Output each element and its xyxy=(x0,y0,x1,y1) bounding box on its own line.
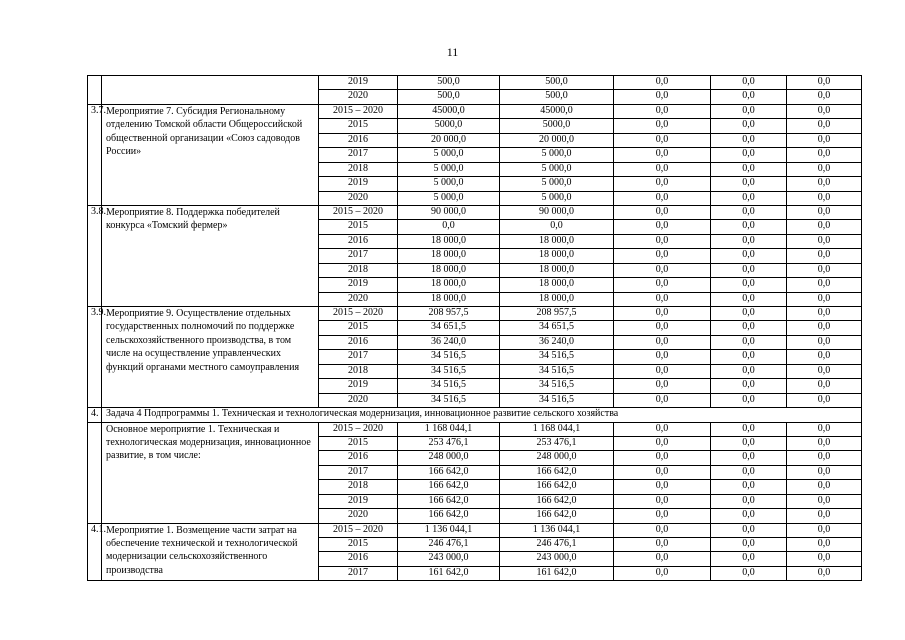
amount-cell: 5 000,0 xyxy=(500,148,614,162)
amount-cell: 0,0 xyxy=(614,292,711,306)
amount-cell: 0,0 xyxy=(787,263,862,277)
amount-cell: 0,0 xyxy=(614,509,711,523)
year-cell: 2019 xyxy=(319,76,398,90)
amount-cell: 243 000,0 xyxy=(500,552,614,566)
year-cell: 2019 xyxy=(319,494,398,508)
amount-cell: 0,0 xyxy=(787,234,862,248)
item-number xyxy=(88,422,102,523)
amount-cell: 208 957,5 xyxy=(500,307,614,321)
amount-cell: 18 000,0 xyxy=(500,263,614,277)
amount-cell: 0,0 xyxy=(787,148,862,162)
task-row xyxy=(88,408,862,422)
amount-cell: 0,0 xyxy=(614,133,711,147)
amount-cell: 0,0 xyxy=(614,119,711,133)
amount-cell: 5 000,0 xyxy=(500,191,614,205)
amount-cell: 5 000,0 xyxy=(500,177,614,191)
amount-cell: 0,0 xyxy=(614,263,711,277)
amount-cell: 90 000,0 xyxy=(500,205,614,219)
amount-cell: 45000,0 xyxy=(398,104,500,118)
amount-cell: 18 000,0 xyxy=(398,263,500,277)
table-row xyxy=(88,523,862,537)
amount-cell: 0,0 xyxy=(711,162,787,176)
amount-cell: 0,0 xyxy=(614,90,711,104)
year-cell: 2015 xyxy=(319,321,398,335)
amount-cell: 0,0 xyxy=(711,494,787,508)
amount-cell: 166 642,0 xyxy=(500,509,614,523)
amount-cell: 0,0 xyxy=(614,552,711,566)
year-cell: 2015 – 2020 xyxy=(319,104,398,118)
item-number xyxy=(88,76,102,105)
amount-cell: 0,0 xyxy=(614,350,711,364)
amount-cell: 166 642,0 xyxy=(500,494,614,508)
amount-cell: 0,0 xyxy=(614,148,711,162)
amount-cell: 0,0 xyxy=(614,104,711,118)
amount-cell: 166 642,0 xyxy=(398,509,500,523)
year-cell: 2016 xyxy=(319,552,398,566)
year-cell: 2018 xyxy=(319,263,398,277)
amount-cell: 5 000,0 xyxy=(398,162,500,176)
year-cell: 2017 xyxy=(319,350,398,364)
amount-cell: 500,0 xyxy=(500,90,614,104)
amount-cell: 0,0 xyxy=(614,538,711,552)
year-cell: 2016 xyxy=(319,451,398,465)
amount-cell: 5 000,0 xyxy=(500,162,614,176)
amount-cell: 0,0 xyxy=(614,335,711,349)
amount-cell: 253 476,1 xyxy=(398,436,500,450)
amount-cell: 0,0 xyxy=(711,364,787,378)
table-row xyxy=(88,76,862,90)
amount-cell: 0,0 xyxy=(711,538,787,552)
year-cell: 2015 xyxy=(319,119,398,133)
amount-cell: 0,0 xyxy=(711,263,787,277)
amount-cell: 161 642,0 xyxy=(398,566,500,580)
amount-cell: 0,0 xyxy=(787,90,862,104)
amount-cell: 0,0 xyxy=(787,465,862,479)
amount-cell: 34 651,5 xyxy=(398,321,500,335)
amount-cell: 0,0 xyxy=(787,379,862,393)
amount-cell: 5 000,0 xyxy=(398,148,500,162)
item-description: Мероприятие 8. Поддержка победителей конкурса «Томский фермер» xyxy=(102,205,319,306)
amount-cell: 0,0 xyxy=(614,205,711,219)
amount-cell: 243 000,0 xyxy=(398,552,500,566)
amount-cell: 20 000,0 xyxy=(500,133,614,147)
amount-cell: 0,0 xyxy=(711,335,787,349)
amount-cell: 246 476,1 xyxy=(398,538,500,552)
item-description xyxy=(102,76,319,105)
amount-cell: 0,0 xyxy=(787,76,862,90)
amount-cell: 0,0 xyxy=(614,566,711,580)
amount-cell: 0,0 xyxy=(711,249,787,263)
amount-cell: 0,0 xyxy=(787,205,862,219)
amount-cell: 500,0 xyxy=(398,76,500,90)
amount-cell: 0,0 xyxy=(711,104,787,118)
amount-cell: 0,0 xyxy=(787,566,862,580)
amount-cell: 0,0 xyxy=(787,249,862,263)
year-cell: 2015 – 2020 xyxy=(319,422,398,436)
amount-cell: 18 000,0 xyxy=(500,249,614,263)
amount-cell: 0,0 xyxy=(711,465,787,479)
amount-cell: 500,0 xyxy=(398,90,500,104)
amount-cell: 18 000,0 xyxy=(500,278,614,292)
amount-cell: 0,0 xyxy=(614,321,711,335)
amount-cell: 0,0 xyxy=(614,422,711,436)
amount-cell: 166 642,0 xyxy=(398,480,500,494)
amount-cell: 0,0 xyxy=(711,119,787,133)
year-cell: 2020 xyxy=(319,90,398,104)
amount-cell: 0,0 xyxy=(711,451,787,465)
year-cell: 2017 xyxy=(319,249,398,263)
year-cell: 2019 xyxy=(319,379,398,393)
amount-cell: 0,0 xyxy=(711,321,787,335)
amount-cell: 0,0 xyxy=(787,364,862,378)
amount-cell: 20 000,0 xyxy=(398,133,500,147)
year-cell: 2018 xyxy=(319,364,398,378)
year-cell: 2018 xyxy=(319,162,398,176)
amount-cell: 5000,0 xyxy=(500,119,614,133)
amount-cell: 0,0 xyxy=(711,393,787,407)
amount-cell: 0,0 xyxy=(614,191,711,205)
amount-cell: 36 240,0 xyxy=(398,335,500,349)
amount-cell: 0,0 xyxy=(787,177,862,191)
amount-cell: 0,0 xyxy=(614,249,711,263)
amount-cell: 34 516,5 xyxy=(398,364,500,378)
table-row xyxy=(88,307,862,321)
amount-cell: 0,0 xyxy=(711,292,787,306)
amount-cell: 0,0 xyxy=(787,451,862,465)
amount-cell: 34 516,5 xyxy=(398,393,500,407)
amount-cell: 1 168 044,1 xyxy=(500,422,614,436)
year-cell: 2018 xyxy=(319,480,398,494)
amount-cell: 36 240,0 xyxy=(500,335,614,349)
amount-cell: 0,0 xyxy=(614,162,711,176)
amount-cell: 0,0 xyxy=(787,523,862,537)
amount-cell: 208 957,5 xyxy=(398,307,500,321)
amount-cell: 0,0 xyxy=(787,335,862,349)
amount-cell: 253 476,1 xyxy=(500,436,614,450)
amount-cell: 0,0 xyxy=(787,321,862,335)
amount-cell: 90 000,0 xyxy=(398,205,500,219)
year-cell: 2015 – 2020 xyxy=(319,205,398,219)
amount-cell: 0,0 xyxy=(787,350,862,364)
amount-cell: 1 168 044,1 xyxy=(398,422,500,436)
year-cell: 2015 – 2020 xyxy=(319,307,398,321)
amount-cell: 0,0 xyxy=(711,480,787,494)
amount-cell: 0,0 xyxy=(787,278,862,292)
amount-cell: 0,0 xyxy=(614,278,711,292)
table-row xyxy=(88,422,862,436)
budget-table xyxy=(87,75,862,581)
amount-cell: 0,0 xyxy=(711,436,787,450)
amount-cell: 0,0 xyxy=(787,422,862,436)
year-cell: 2017 xyxy=(319,148,398,162)
amount-cell: 0,0 xyxy=(711,177,787,191)
amount-cell: 0,0 xyxy=(614,76,711,90)
table-row xyxy=(88,104,862,118)
amount-cell: 0,0 xyxy=(614,436,711,450)
amount-cell: 0,0 xyxy=(711,191,787,205)
amount-cell: 500,0 xyxy=(500,76,614,90)
amount-cell: 0,0 xyxy=(711,133,787,147)
year-cell: 2015 xyxy=(319,436,398,450)
year-cell: 2015 xyxy=(319,220,398,234)
year-cell: 2020 xyxy=(319,292,398,306)
year-cell: 2020 xyxy=(319,191,398,205)
amount-cell: 248 000,0 xyxy=(398,451,500,465)
year-cell: 2020 xyxy=(319,393,398,407)
amount-cell: 0,0 xyxy=(711,90,787,104)
amount-cell: 0,0 xyxy=(711,220,787,234)
amount-cell: 0,0 xyxy=(614,177,711,191)
amount-cell: 5 000,0 xyxy=(398,191,500,205)
amount-cell: 0,0 xyxy=(787,509,862,523)
page-number: 11 xyxy=(446,45,459,59)
amount-cell: 18 000,0 xyxy=(398,249,500,263)
year-cell: 2015 – 2020 xyxy=(319,523,398,537)
amount-cell: 0,0 xyxy=(711,566,787,580)
amount-cell: 0,0 xyxy=(711,76,787,90)
amount-cell: 0,0 xyxy=(711,552,787,566)
amount-cell: 34 651,5 xyxy=(500,321,614,335)
amount-cell: 0,0 xyxy=(500,220,614,234)
amount-cell: 45000,0 xyxy=(500,104,614,118)
amount-cell: 0,0 xyxy=(711,379,787,393)
amount-cell: 161 642,0 xyxy=(500,566,614,580)
amount-cell: 0,0 xyxy=(787,104,862,118)
amount-cell: 0,0 xyxy=(614,480,711,494)
amount-cell: 246 476,1 xyxy=(500,538,614,552)
amount-cell: 0,0 xyxy=(711,307,787,321)
amount-cell: 0,0 xyxy=(787,480,862,494)
item-number: 3.7. xyxy=(88,104,102,205)
amount-cell: 0,0 xyxy=(787,393,862,407)
amount-cell: 34 516,5 xyxy=(398,379,500,393)
year-cell: 2017 xyxy=(319,566,398,580)
amount-cell: 0,0 xyxy=(711,422,787,436)
amount-cell: 248 000,0 xyxy=(500,451,614,465)
amount-cell: 0,0 xyxy=(787,133,862,147)
amount-cell: 0,0 xyxy=(614,364,711,378)
table-row xyxy=(88,205,862,219)
amount-cell: 34 516,5 xyxy=(500,350,614,364)
amount-cell: 0,0 xyxy=(614,379,711,393)
item-number: 4.1. xyxy=(88,523,102,581)
amount-cell: 0,0 xyxy=(614,307,711,321)
amount-cell: 34 516,5 xyxy=(500,364,614,378)
amount-cell: 0,0 xyxy=(614,393,711,407)
year-cell: 2016 xyxy=(319,234,398,248)
year-cell: 2016 xyxy=(319,335,398,349)
item-description: Мероприятие 9. Осуществление отдельных государственных полномочий по поддержке сельскохозяйственного производства, в том числе на осуществление управленческих функций органами местного самоуправления xyxy=(102,307,319,408)
year-cell: 2019 xyxy=(319,278,398,292)
amount-cell: 0,0 xyxy=(614,494,711,508)
amount-cell: 0,0 xyxy=(711,350,787,364)
amount-cell: 34 516,5 xyxy=(500,379,614,393)
amount-cell: 0,0 xyxy=(711,278,787,292)
amount-cell: 34 516,5 xyxy=(500,393,614,407)
amount-cell: 18 000,0 xyxy=(398,234,500,248)
amount-cell: 18 000,0 xyxy=(500,292,614,306)
item-description: Мероприятие 1. Возмещение части затрат на обеспечение технической и технологической модернизации сельскохозяйственного производства xyxy=(102,523,319,581)
amount-cell: 1 136 044,1 xyxy=(500,523,614,537)
amount-cell: 0,0 xyxy=(711,523,787,537)
amount-cell: 0,0 xyxy=(787,538,862,552)
amount-cell: 0,0 xyxy=(614,465,711,479)
amount-cell: 34 516,5 xyxy=(398,350,500,364)
amount-cell: 1 136 044,1 xyxy=(398,523,500,537)
amount-cell: 166 642,0 xyxy=(398,494,500,508)
amount-cell: 0,0 xyxy=(614,523,711,537)
amount-cell: 0,0 xyxy=(787,220,862,234)
amount-cell: 0,0 xyxy=(787,307,862,321)
amount-cell: 0,0 xyxy=(787,292,862,306)
amount-cell: 166 642,0 xyxy=(398,465,500,479)
amount-cell: 166 642,0 xyxy=(500,465,614,479)
amount-cell: 0,0 xyxy=(787,494,862,508)
item-description: Мероприятие 7. Субсидия Региональному отделению Томской области Общероссийской общественной организации «Союз садоводов России» xyxy=(102,104,319,205)
year-cell: 2017 xyxy=(319,465,398,479)
amount-cell: 166 642,0 xyxy=(500,480,614,494)
amount-cell: 0,0 xyxy=(614,234,711,248)
amount-cell: 0,0 xyxy=(787,552,862,566)
amount-cell: 5 000,0 xyxy=(398,177,500,191)
task-title: Задача 4 Подпрограммы 1. Техническая и технологическая модернизация, инновационное развитие сельского хозяйства xyxy=(102,408,862,422)
amount-cell: 0,0 xyxy=(711,509,787,523)
year-cell: 2015 xyxy=(319,538,398,552)
amount-cell: 0,0 xyxy=(787,436,862,450)
year-cell: 2020 xyxy=(319,509,398,523)
amount-cell: 0,0 xyxy=(787,119,862,133)
item-number: 3.9. xyxy=(88,307,102,408)
year-cell: 2019 xyxy=(319,177,398,191)
amount-cell: 0,0 xyxy=(711,234,787,248)
task-number: 4. xyxy=(88,408,102,422)
item-number: 3.8. xyxy=(88,205,102,306)
amount-cell: 0,0 xyxy=(787,162,862,176)
item-description: Основное мероприятие 1. Техническая и технологическая модернизация, инновационное развитие, в том числе: xyxy=(102,422,319,523)
amount-cell: 5000,0 xyxy=(398,119,500,133)
amount-cell: 0,0 xyxy=(614,220,711,234)
amount-cell: 0,0 xyxy=(614,451,711,465)
amount-cell: 18 000,0 xyxy=(500,234,614,248)
amount-cell: 0,0 xyxy=(787,191,862,205)
year-cell: 2016 xyxy=(319,133,398,147)
amount-cell: 0,0 xyxy=(711,148,787,162)
amount-cell: 18 000,0 xyxy=(398,278,500,292)
amount-cell: 0,0 xyxy=(398,220,500,234)
amount-cell: 18 000,0 xyxy=(398,292,500,306)
amount-cell: 0,0 xyxy=(711,205,787,219)
